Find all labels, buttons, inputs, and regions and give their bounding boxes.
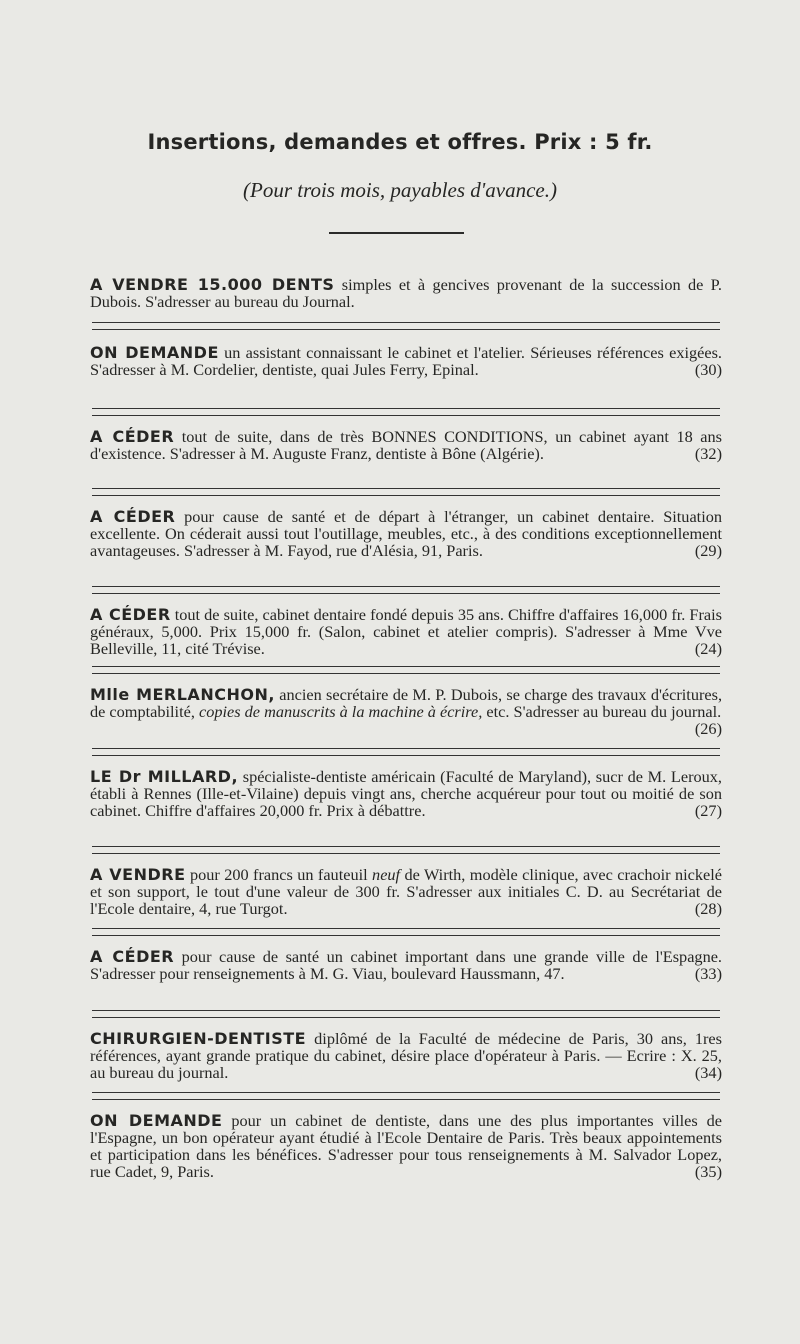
ad-italic-text: neuf [372, 865, 401, 884]
ad-number: (34) [694, 1063, 722, 1082]
classified-ad-2 [90, 344, 722, 378]
ad-text: tout de suite, dans de très BONNES CONDITIONS, un cabinet ayant 18 ans d'existence. S'adresser à M. Auguste Franz, dentiste à Bône (Algérie). [90, 427, 723, 463]
ad-number: (33) [694, 964, 722, 983]
ad-separator [92, 488, 720, 496]
ad-text: pour cause de santé et de départ à l'étranger, un cabinet dentaire. Situation excellente. On céderait aussi tout l'outillage, meubles, etc., à des conditions exceptionnellement avantageuses. S'adresser à M. Fayod, rue d'Alésia, 91, Paris. [90, 507, 722, 560]
ad-heading: CHIRURGIEN-DENTISTE [90, 1029, 307, 1048]
page-title: Insertions, demandes et offres. Prix : 5 fr. [147, 130, 653, 154]
classified-ad-3 [90, 428, 722, 462]
ad-heading: LE Dr MILLARD, [90, 767, 239, 786]
page-subtitle: (Pour trois mois, payables d'avance.) [243, 178, 557, 202]
ad-heading: ON DEMANDE [90, 1111, 223, 1130]
ad-italic-text: copies de manuscrits à la machine à écrire, [198, 702, 483, 721]
classified-ad-10 [90, 1030, 722, 1081]
ad-number: (29) [694, 541, 722, 560]
ad-text: ancien secrétaire de M. P. Dubois, se charge des travaux d'écritures, de comptabilité, [90, 685, 723, 721]
ad-heading: A CÉDER [90, 605, 171, 624]
ad-text-continued: de Wirth, modèle clinique, avec crachoir nickelé et son support, le tout d'une valeur de 300 fr. S'adresser aux initiales C. D. au Secrétariat de l'Ecole dentaire, 4, rue Turgot. [90, 865, 723, 918]
ad-separator [92, 1010, 720, 1018]
ad-separator [92, 666, 720, 674]
ad-heading: A CÉDER [90, 947, 175, 966]
ad-text: simples et à gencives provenant de la succession de P. Dubois. S'adresser au bureau du Journal. [90, 275, 722, 311]
ad-text: spécialiste-dentiste américain (Faculté de Maryland), sucr de M. Leroux, établi à Rennes (Ille-et-Vilaine) depuis vingt ans, cherche acquéreur pour tout ou moitié de son cabinet. Chiffre d'affaires 20,000 fr. Prix à débattre. [90, 767, 723, 820]
title-divider [329, 232, 464, 234]
classified-ad-5 [90, 606, 722, 657]
ad-text: pour cause de santé un cabinet important dans une grande ville de l'Espagne. S'adresser pour renseignements à M. G. Viau, boulevard Haussmann, 47. [90, 947, 723, 983]
ad-text: pour un cabinet de dentiste, dans une des plus importantes villes de l'Espagne, un bon opérateur ayant étudié à l'Ecole Dentaire de Paris. Très beaux appointements et participation dans les bénéfices. S'adresser pour tous renseignements à M. Salvador Lopez, rue Cadet, 9, Paris. [90, 1111, 722, 1181]
ad-text: pour 200 francs un fauteuil [185, 865, 373, 884]
ad-separator [92, 322, 720, 330]
classified-ad-4 [90, 508, 722, 559]
ad-separator [92, 408, 720, 416]
ad-text: tout de suite, cabinet dentaire fondé depuis 35 ans. Chiffre d'affaires 16,000 fr. Frais généraux, 5,000. Prix 15,000 fr. (Salon, cabinet et atelier compris). S'adresser à Mme Vve Belleville, 11, cité Trévise. [90, 605, 722, 658]
classified-ad-11 [90, 1112, 722, 1180]
ad-separator [92, 748, 720, 756]
ad-separator [92, 928, 720, 936]
ad-heading: A CÉDER [90, 427, 175, 446]
ad-heading: A VENDRE [90, 865, 186, 884]
classified-ad-6 [90, 686, 722, 737]
ad-number: (28) [694, 899, 722, 918]
ad-separator [92, 846, 720, 854]
ad-number: (24) [694, 639, 722, 658]
ad-heading: ON DEMANDE [90, 343, 219, 362]
ad-text: un assistant connaissant le cabinet et l'atelier. Sérieuses références exigées. S'adresser à M. Cordelier, dentiste, quai Jules Ferry, Epinal. [90, 343, 722, 379]
ad-heading: A VENDRE 15.000 DENTS [90, 275, 335, 294]
ad-separator [92, 586, 720, 594]
ad-text-continued: etc. S'adresser au bureau du journal. [482, 702, 722, 721]
ad-number: (30) [694, 360, 722, 379]
ad-number: (32) [694, 444, 722, 463]
ad-separator [92, 1092, 720, 1100]
classified-ad-8 [90, 866, 722, 917]
ad-number: (35) [694, 1162, 722, 1181]
ad-text: diplômé de la Faculté de médecine de Paris, 30 ans, 1res références, ayant grande pratique du cabinet, désire place d'opérateur à Paris. — Ecrire : X. 25, au bureau du journal. [90, 1029, 722, 1082]
ad-heading: A CÉDER [90, 507, 176, 526]
classified-ad-9 [90, 948, 722, 982]
classified-ad-7 [90, 768, 722, 819]
classified-ad-1 [90, 276, 722, 310]
ad-heading: Mlle MERLANCHON, [90, 685, 275, 704]
ad-number: (26) [694, 719, 722, 738]
ad-number: (27) [694, 801, 722, 820]
